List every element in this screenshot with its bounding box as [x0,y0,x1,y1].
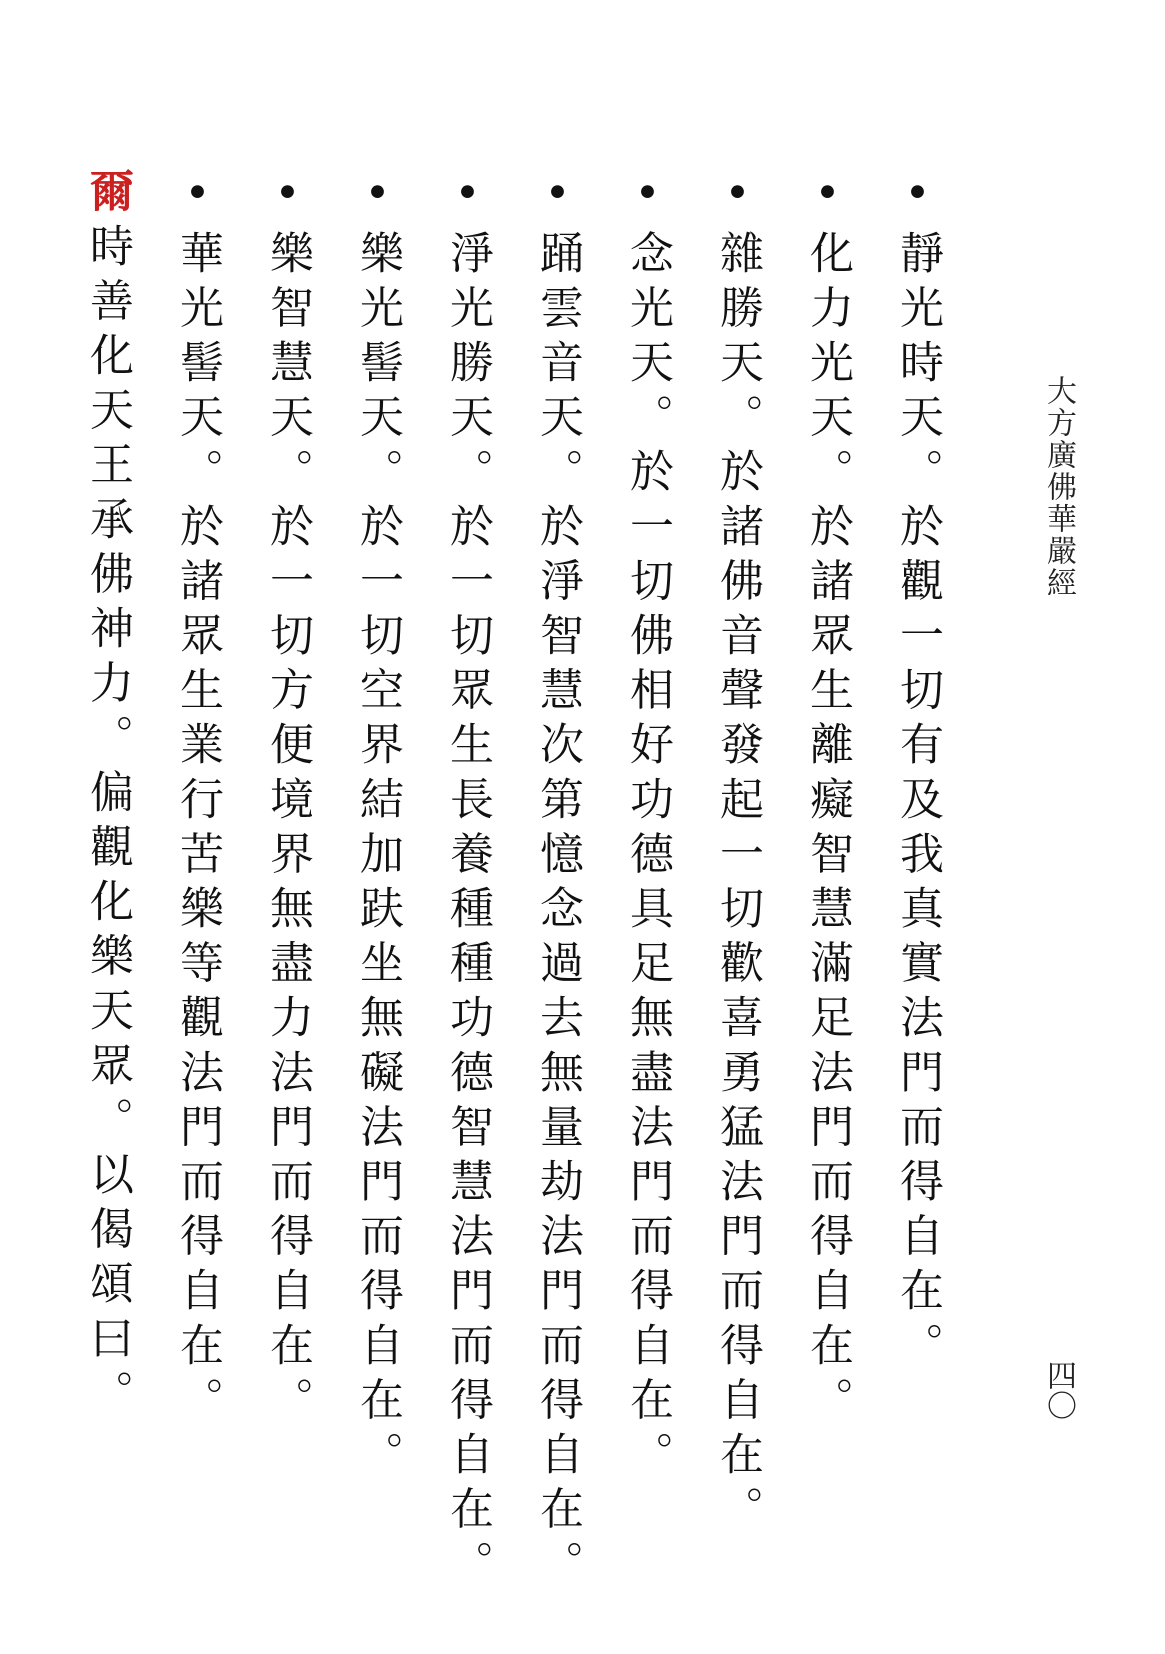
column-bullet-mark: • [892,168,943,230]
text-column-10 [79,168,135,1424]
column-bullet-mark: • [712,168,763,230]
red-initial-character: 爾 [82,168,133,223]
text-column-6 [439,168,495,1595]
column-text: 念光天。於一切佛相好功德具足無盡法門而得自在。 [622,229,673,1486]
text-column-5 [529,168,585,1595]
running-title: 大方廣佛華嚴經 [1041,375,1076,599]
text-column-8 [259,168,315,1431]
text-column-7 [349,168,405,1485]
column-text: 樂光髻天。於一切空界結加趺坐無礙法門而得自在。 [352,229,403,1486]
column-text: 化力光天。於諸眾生離癡智慧滿足法門而得自在。 [802,229,853,1431]
column-bullet-mark: • [262,168,313,230]
column-bullet-mark: • [352,168,403,230]
column-text: 靜光時天。於觀一切有及我真實法門而得自在。 [892,229,943,1377]
column-text: 淨光勝天。於一切眾生長養種種功德智慧法門而得自在。 [442,229,493,1595]
column-text: 踊雲音天。於淨智慧次第憶念過去無量劫法門而得自在。 [532,229,583,1595]
column-text: 樂智慧天。於一切方便境界無盡力法門而得自在。 [262,229,313,1431]
page-number: 四〇 [1041,1360,1076,1420]
text-column-1 [889,168,945,1376]
text-column-4 [619,168,675,1485]
column-text: 雜勝天。於諸佛音聲發起一切歡喜勇猛法門而得自在。 [712,229,763,1541]
column-bullet-mark: • [802,168,853,230]
column-bullet-mark: • [532,168,583,230]
column-bullet-mark: • [442,168,493,230]
text-column-9 [169,168,225,1431]
text-column-3 [709,168,765,1540]
column-text: 時善化天王承佛神力。偏觀化樂天眾。以偈頌曰。 [82,222,133,1424]
column-bullet-mark: • [172,168,223,230]
column-text: 華光髻天。於諸眾生業行苦樂等觀法門而得自在。 [172,229,223,1431]
text-column-2 [799,168,855,1431]
column-bullet-mark: • [622,168,673,230]
